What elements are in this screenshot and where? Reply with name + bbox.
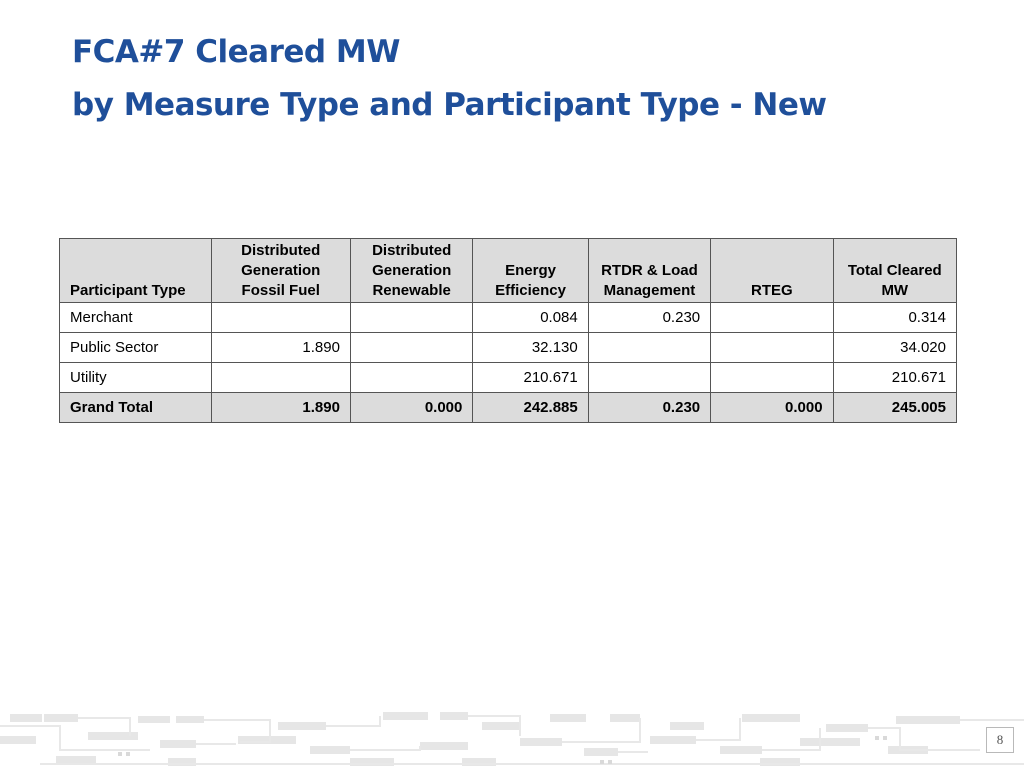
header-participant-type: Participant Type — [60, 239, 212, 303]
header-dg-fossil-fuel: Distributed Generation Fossil Fuel — [211, 239, 350, 303]
cleared-mw-table — [59, 238, 957, 423]
cell-dg-fossil-fuel: 1.890 — [211, 393, 350, 423]
header-total-cleared-mw: Total Cleared MW — [833, 239, 956, 303]
cell-energy-efficiency: 32.130 — [473, 333, 588, 363]
title-line-1: FCA#7 Cleared MW — [72, 34, 400, 70]
table-header-row — [60, 239, 957, 303]
header-rtdr-load-management: RTDR & Load Management — [588, 239, 710, 303]
row-label: Utility — [60, 363, 212, 393]
cell-rtdr-load-management: 0.230 — [588, 393, 710, 423]
row-label: Public Sector — [60, 333, 212, 363]
cell-dg-renewable — [350, 363, 472, 393]
row-label: Grand Total — [60, 393, 212, 423]
row-label: Merchant — [60, 303, 212, 333]
header-rteg: RTEG — [711, 239, 833, 303]
cell-energy-efficiency: 210.671 — [473, 363, 588, 393]
page-number: 8 — [986, 727, 1014, 753]
title-line-2: by Measure Type and Participant Type - New — [72, 87, 827, 123]
cell-dg-fossil-fuel — [211, 363, 350, 393]
cell-energy-efficiency: 242.885 — [473, 393, 588, 423]
cell-dg-fossil-fuel: 1.890 — [211, 333, 350, 363]
cell-total-cleared: 34.020 — [833, 333, 956, 363]
cell-rteg — [711, 363, 833, 393]
cell-dg-renewable — [350, 333, 472, 363]
cell-rtdr-load-management — [588, 363, 710, 393]
cell-dg-fossil-fuel — [211, 303, 350, 333]
cell-total-cleared: 210.671 — [833, 363, 956, 393]
table-row-merchant — [60, 303, 957, 333]
cell-rteg — [711, 333, 833, 363]
slide-title — [72, 26, 827, 132]
header-energy-efficiency: Energy Efficiency — [473, 239, 588, 303]
cell-rtdr-load-management — [588, 333, 710, 363]
cell-total-cleared: 245.005 — [833, 393, 956, 423]
cell-rteg — [711, 303, 833, 333]
cell-rteg: 0.000 — [711, 393, 833, 423]
cell-dg-renewable — [350, 303, 472, 333]
table-row-grand-total — [60, 393, 957, 423]
cell-energy-efficiency: 0.084 — [473, 303, 588, 333]
table-row-public-sector — [60, 333, 957, 363]
header-dg-renewable: Distributed Generation Renewable — [350, 239, 472, 303]
cell-dg-renewable: 0.000 — [350, 393, 472, 423]
cell-rtdr-load-management: 0.230 — [588, 303, 710, 333]
cell-total-cleared: 0.314 — [833, 303, 956, 333]
circuit-footer-decoration — [0, 706, 1024, 768]
table-row-utility — [60, 363, 957, 393]
